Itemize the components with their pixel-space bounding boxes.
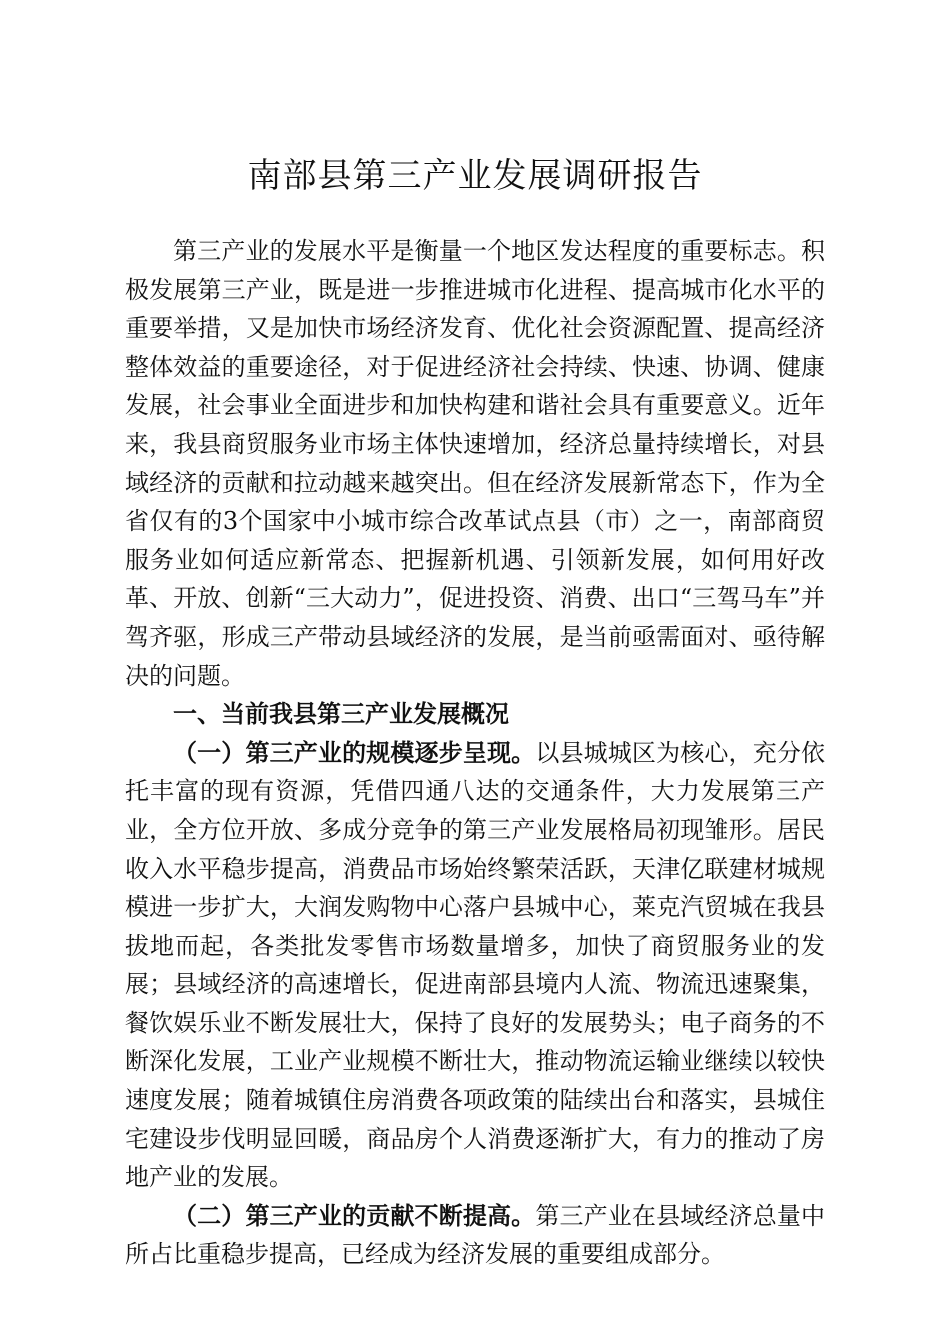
document-body (125, 232, 825, 1274)
page-title: 南部县第三产业发展调研报告 (247, 156, 703, 196)
subsection-paragraph-2 (125, 1197, 825, 1274)
subsection-text-1: 以县城城区为核心，充分依托丰富的现有资源，凭借四通八达的交通条件，大力发展第三产业，全方位开放、多成分竞争的第三产业发展格局初现雏形。居民收入水平稳步提高，消费品市场始终繁荣活跃，天津亿联建材城规模进一步扩大，大润发购物中心落户县城中心，莱克汽贸城在我县拔地而起，各类批发零售市场数量增多，加快了商贸服务业的发展；县域经济的高速增长，促进南部县境内人流、物流迅速聚集，餐饮娱乐业不断发展壮大，保持了良好的发展势头；电子商务的不断深化发展，工业产业规模不断壮大，推动物流运输业继续以较快速度发展；随着城镇住房消费各项政策的陆续出台和落实，县城住宅建设步伐明显回暖，商品房个人消费逐渐扩大，有力的推动了房地产业的发展。 (125, 738, 826, 1192)
subsection-title-2: （二）第三产业的贡献不断提高。 (173, 1200, 536, 1230)
subsection-paragraph-1 (125, 734, 825, 1197)
subsection-title-1: （一）第三产业的规模逐步呈现。 (173, 737, 536, 767)
section-heading: 一、当前我县第三产业发展概况 (173, 700, 509, 729)
intro-paragraph: 第三产业的发展水平是衡量一个地区发达程度的重要标志。积极发展第三产业，既是进一步推进城市化进程、提高城市化水平的重要举措，又是加快市场经济发育、优化社会资源配置、提高经济整体效益的重要途径，对于促进经济社会持续、快速、协调、健康发展，社会事业全面进步和加快构建和谐社会具有重要意义。近年来，我县商贸服务业市场主体快速增加，经济总量持续增长，对县域经济的贡献和拉动越来越突出。但在经济发展新常态下，作为全省仅有的3个国家中小城市综合改革试点县（市）之一，南部商贸服务业如何适应新常态、把握新机遇、引领新发展，如何用好改革、开放、创新“三大动力”，促进投资、消费、出口“三驾马车”并驾齐驱，形成三产带动县域经济的发展，是当前亟需面对、亟待解决的问题。 (125, 237, 825, 690)
subsection-text-2: 第三产业在县域经济总量中所占比重稳步提高，已经成为经济发展的重要组成部分。 (125, 1201, 826, 1269)
